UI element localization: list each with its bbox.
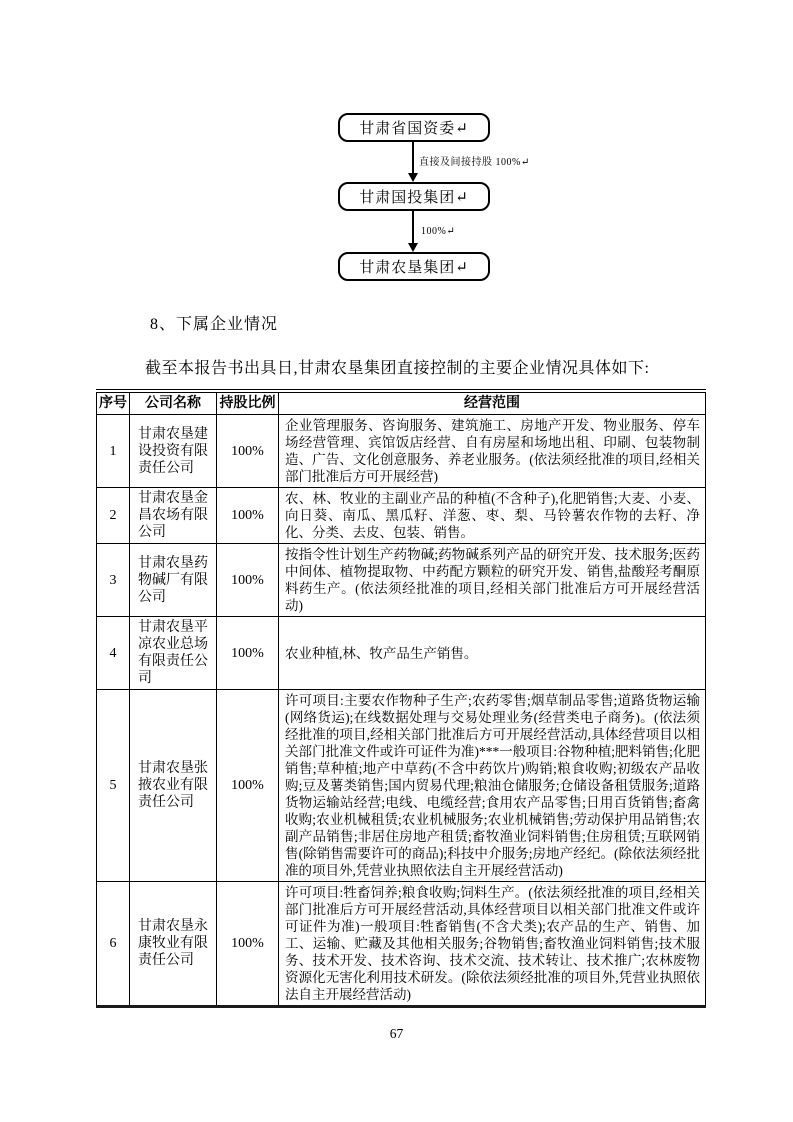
arrow-down-icon [408, 243, 418, 252]
org-chart-node-label: 甘肃国投集团↵ [359, 190, 469, 206]
connector-line [412, 142, 414, 173]
org-chart-edge-label: 直接及间接持股 100%↵ [419, 157, 530, 168]
section-heading: 8、下属企业情况 [150, 316, 279, 333]
table-header-row [97, 391, 706, 415]
cell-shareholding-ratio: 100% [217, 690, 279, 882]
table-row [97, 882, 706, 1007]
cell-no: 2 [97, 488, 130, 544]
org-chart-edge-label: 100%↵ [421, 226, 456, 237]
org-chart [0, 0, 793, 300]
table-row [97, 415, 706, 488]
page-number: 67 [389, 1026, 404, 1041]
column-header-ratio: 持股比例 [217, 391, 279, 415]
cell-no: 4 [97, 617, 130, 690]
cell-company-name: 甘肃农垦金昌农场有限公司 [130, 488, 217, 544]
cell-business-scope: 农业种植,林、牧产品生产销售。 [279, 617, 706, 690]
cell-shareholding-ratio: 100% [217, 488, 279, 544]
connector-line [412, 211, 414, 243]
cell-shareholding-ratio: 100% [217, 882, 279, 1007]
org-chart-node-gitic [338, 182, 490, 211]
intro-paragraph: 截至本报告书出具日,甘肃农垦集团直接控制的主要企业情况具体如下: [145, 360, 650, 377]
cell-company-name: 甘肃农垦永康牧业有限责任公司 [130, 882, 217, 1007]
cell-shareholding-ratio: 100% [217, 415, 279, 488]
table-row [97, 488, 706, 544]
arrow-down-icon [408, 173, 418, 182]
cell-business-scope: 农、林、牧业的主副业产品的种植(不含种子),化肥销售;大麦、小麦、向日葵、南瓜、黑瓜籽、洋葱、枣、梨、马铃薯农作物的去籽、净化、分类、去皮、包装、销售。 [279, 488, 706, 544]
table-row [97, 617, 706, 690]
table-row [97, 690, 706, 882]
cell-company-name: 甘肃农垦张掖农业有限责任公司 [130, 690, 217, 882]
cell-no: 1 [97, 415, 130, 488]
cell-company-name: 甘肃农垦平凉农业总场有限责任公司 [130, 617, 217, 690]
cell-business-scope: 许可项目:主要农作物种子生产;农药零售;烟草制品零售;道路货物运输(网络货运);在线数据处理与交易处理业务(经营类电子商务)。(依法须经批准的项目,经相关部门批准后方可开展经营活动,具体经营项目以相关部门批准文件或许可证件为准)***一般项目:谷物种植;肥料销售;化肥销售;草种植;地产中草药(不含中药饮片)购销;粮食收购;初级农产品收购;豆及薯类销售;国内贸易代理;粮油仓储服务;仓储设备租赁服务;道路货物运输站经营;电线、电缆经营;食用农产品零售;日用百货销售;畜禽收购;农业机械租赁;农业机械服务;农业机械销售;劳动保护用品销售;农副产品销售;非居住房地产租赁;畜牧渔业饲料销售;住房租赁;互联网销售(除销售需要许可的商品);科技中介服务;房地产经纪。(除依法须经批准的项目外,凭营业执照依法自主开展经营活动) [279, 690, 706, 882]
cell-company-name: 甘肃农垦建设投资有限责任公司 [130, 415, 217, 488]
table-row [97, 544, 706, 617]
cell-shareholding-ratio: 100% [217, 617, 279, 690]
cell-no: 3 [97, 544, 130, 617]
cell-no: 6 [97, 882, 130, 1007]
cell-business-scope: 企业管理服务、咨询服务、建筑施工、房地产开发、物业服务、停车场经营管理、宾馆饭店经营、自有房屋和场地出租、印刷、包装物制造、广告、文化创意服务、养老业服务。(依法须经批准的项目,经相关部门批准后方可开展经营) [279, 415, 706, 488]
subsidiaries-table [96, 389, 706, 1008]
cell-company-name: 甘肃农垦药物碱厂有限公司 [130, 544, 217, 617]
column-header-scope: 经营范围 [279, 391, 706, 415]
cell-business-scope: 许可项目:牲畜饲养;粮食收购;饲料生产。(依法须经批准的项目,经相关部门批准后方可开展经营活动,具体经营项目以相关部门批准文件或许可证件为准)一般项目:牲畜销售(不含犬类);农产品的生产、销售、加工、运输、贮藏及其他相关服务;谷物销售;畜牧渔业饲料销售;技术服务、技术开发、技术咨询、技术交流、技术转让、技术推广;农林废物资源化无害化利用技术研发。(除依法须经批准的项目外,凭营业执照依法自主开展经营活动) [279, 882, 706, 1007]
org-chart-node-nongken [338, 252, 490, 281]
org-chart-node-label: 甘肃农垦集团↵ [359, 260, 469, 276]
org-chart-node-sasac [338, 113, 490, 142]
cell-no: 5 [97, 690, 130, 882]
org-chart-node-label: 甘肃省国资委↵ [359, 121, 469, 137]
cell-shareholding-ratio: 100% [217, 544, 279, 617]
column-header-no: 序号 [97, 391, 130, 415]
column-header-name: 公司名称 [130, 391, 217, 415]
cell-business-scope: 按指令性计划生产药物碱;药物碱系列产品的研究开发、技术服务;医药中间体、植物提取物、中药配方颗粒的研究开发、销售,盐酸羟考酮原料药生产。(依法须经批准的项目,经相关部门批准后方可开展经营活动) [279, 544, 706, 617]
